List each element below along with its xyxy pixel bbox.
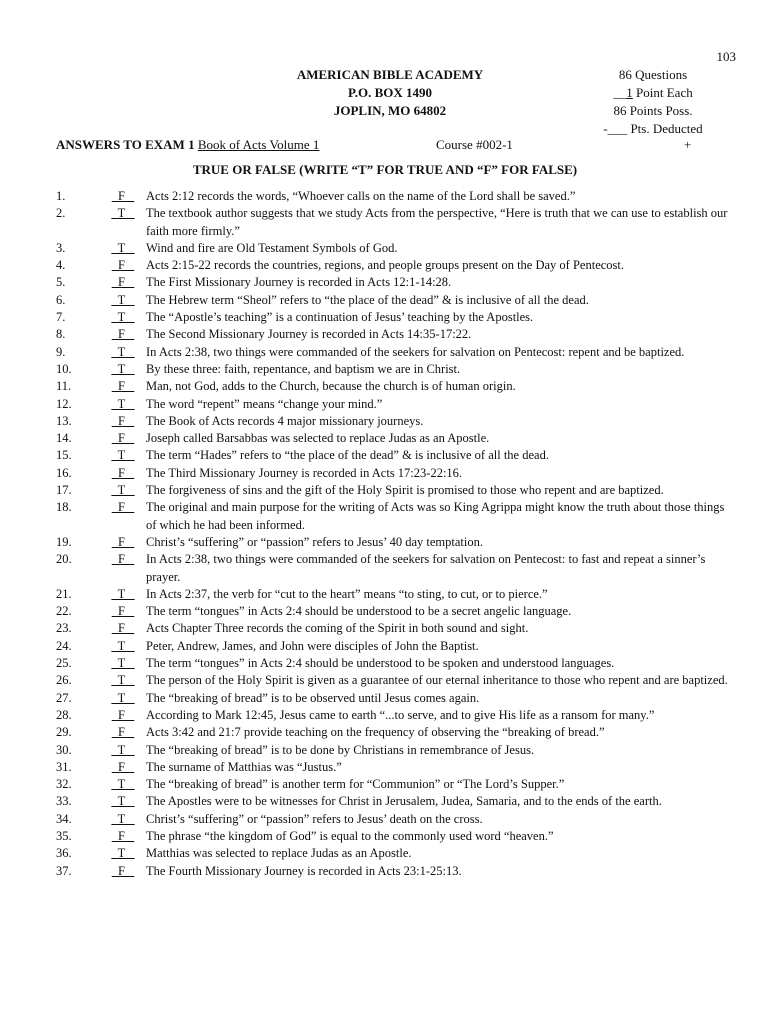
question-text: The Book of Acts records 4 major missionary journeys. <box>146 413 424 428</box>
question-text: By these three: faith, repentance, and baptism we are in Christ. <box>146 361 461 376</box>
question-row <box>56 378 736 395</box>
points-possible: 86 Points Poss. <box>613 103 693 118</box>
answer-blank: T <box>111 586 135 601</box>
question-row <box>56 759 736 776</box>
question-text: The “breaking of bread” is to be observed until Jesus comes again. <box>146 690 480 705</box>
question-row <box>56 551 736 586</box>
answer-blank: F <box>111 707 135 722</box>
question-row <box>56 447 736 464</box>
points-each-label: Point Each <box>632 85 693 100</box>
section-heading: TRUE OR FALSE (WRITE “T” FOR TRUE AND “F” FOR FALSE) <box>192 162 578 177</box>
question-text: Acts 2:12 records the words, “Whoever calls on the name of the Lord shall be saved.” <box>146 189 576 203</box>
question-row <box>56 655 736 672</box>
question-row <box>56 240 736 257</box>
question-number: 14. <box>56 431 72 446</box>
question-text: The First Missionary Journey is recorded in Acts 12:1-14:28. <box>146 275 452 290</box>
answer-blank: T <box>111 638 135 653</box>
question-text: The forgiveness of sins and the gift of the Holy Spirit is promised to those who repent and are baptized. <box>146 483 664 498</box>
question-number: 15. <box>56 448 72 463</box>
answer-blank: F <box>111 828 135 843</box>
question-row <box>56 638 736 655</box>
question-number: 33. <box>56 794 72 809</box>
answer-blank: F <box>111 725 135 740</box>
question-row <box>56 690 736 707</box>
question-row <box>56 326 736 343</box>
score-plus: + <box>684 137 692 152</box>
question-row <box>56 499 736 534</box>
questions-count: 86 Questions <box>618 67 688 82</box>
question-text: The Apostles were to be witnesses for Christ in Jerusalem, Judea, Samaria, and to the ends of the earth. <box>146 794 662 809</box>
question-text: The Second Missionary Journey is recorded in Acts 14:35-17:22. <box>146 327 472 342</box>
page-number: 103 <box>716 49 736 64</box>
answer-blank: T <box>111 240 135 255</box>
answer-blank: T <box>111 483 135 498</box>
question-row <box>56 205 736 240</box>
question-row <box>56 672 736 689</box>
question-text: The term “tongues” in Acts 2:4 should be understood to be spoken and understood languages. <box>146 656 615 671</box>
answer-blank: T <box>111 794 135 809</box>
answer-blank: T <box>111 811 135 826</box>
answer-blank: F <box>111 327 135 342</box>
answer-blank: T <box>111 673 135 688</box>
answer-blank: T <box>111 656 135 671</box>
question-row <box>56 430 736 447</box>
question-text: The original and main purpose for the writing of Acts was so King Agrippa might know the truth about those things of which he had been informed. <box>146 500 725 532</box>
question-text: In Acts 2:38, two things were commanded of the seekers for salvation on Pentecost: repent and be baptized. <box>146 344 685 359</box>
question-number: 8. <box>56 327 66 342</box>
question-number: 32. <box>56 777 72 792</box>
question-number: 9. <box>56 344 66 359</box>
question-number: 22. <box>56 604 72 619</box>
question-row <box>56 534 736 551</box>
question-row <box>56 586 736 603</box>
question-row <box>56 482 736 499</box>
answer-blank: F <box>111 189 135 203</box>
question-row <box>56 793 736 810</box>
answer-blank: T <box>111 742 135 757</box>
answer-blank: F <box>111 500 135 515</box>
answer-blank: T <box>111 344 135 359</box>
question-row <box>56 828 736 845</box>
question-row <box>56 776 736 793</box>
question-number: 27. <box>56 690 72 705</box>
question-number: 31. <box>56 759 72 774</box>
question-row <box>56 811 736 828</box>
question-number: 4. <box>56 258 66 273</box>
exam-label: ANSWERS TO EXAM 1 <box>56 137 195 152</box>
question-text: The phrase “the kingdom of God” is equal to the commonly used word “heaven.” <box>146 828 554 843</box>
exam-line <box>56 136 706 153</box>
answer-blank: F <box>111 379 135 394</box>
question-text: The “Apostle’s teaching” is a continuation of Jesus’ teaching by the Apostles. <box>146 310 534 325</box>
question-row <box>56 603 736 620</box>
question-number: 20. <box>56 552 72 567</box>
points-deducted-label: Pts. Deducted <box>630 121 703 136</box>
course-number: Course #002-1 <box>436 137 513 152</box>
question-text: Joseph called Barsabbas was selected to replace Judas as an Apostle. <box>146 431 490 446</box>
question-number: 6. <box>56 292 66 307</box>
answer-blank: T <box>111 690 135 705</box>
question-text: Peter, Andrew, James, and John were disciples of John the Baptist. <box>146 638 479 653</box>
question-number: 36. <box>56 846 72 861</box>
question-number: 18. <box>56 500 72 515</box>
question-row <box>56 620 736 637</box>
question-row <box>56 707 736 724</box>
points-each-value: 1 <box>626 85 633 100</box>
answer-blank: F <box>111 431 135 446</box>
question-number: 35. <box>56 828 72 843</box>
question-number: 3. <box>56 240 66 255</box>
answer-blank: T <box>111 396 135 411</box>
points-each: __1 Point Each <box>613 85 693 100</box>
answer-blank: F <box>111 863 135 878</box>
question-number: 1. <box>56 189 66 203</box>
question-row <box>56 188 736 205</box>
question-text: Christ’s “suffering” or “passion” refers to Jesus’ death on the cross. <box>146 811 483 826</box>
question-number: 17. <box>56 483 72 498</box>
question-number: 10. <box>56 361 72 376</box>
answer-blank: F <box>111 413 135 428</box>
question-text: The Hebrew term “Sheol” refers to “the place of the dead” & is inclusive of all the dead. <box>146 292 589 307</box>
answer-blank: F <box>111 552 135 567</box>
answer-blank: F <box>111 604 135 619</box>
question-text: The person of the Holy Spirit is given as a guarantee of our eternal inheritance to those who repent and are baptized. <box>146 673 728 688</box>
answer-blank: F <box>111 275 135 290</box>
answer-blank: F <box>111 621 135 636</box>
question-number: 21. <box>56 586 72 601</box>
question-number: 12. <box>56 396 72 411</box>
answer-blank: F <box>111 534 135 549</box>
question-number: 28. <box>56 707 72 722</box>
question-row <box>56 292 736 309</box>
question-row <box>56 724 736 741</box>
question-number: 5. <box>56 275 66 290</box>
question-number: 25. <box>56 656 72 671</box>
question-row <box>56 361 736 378</box>
question-number: 24. <box>56 638 72 653</box>
question-text: The Third Missionary Journey is recorded in Acts 17:23-22:16. <box>146 465 463 480</box>
exam-book: Book of Acts Volume 1 <box>197 137 320 152</box>
academy-po-box: P.O. BOX 1490 <box>347 85 433 100</box>
question-number: 2. <box>56 206 66 221</box>
question-text: The textbook author suggests that we study Acts from the perspective, “Here is truth that we can use to establish our faith more firmly.” <box>146 206 728 238</box>
answer-blank: F <box>111 759 135 774</box>
points-deducted: -___ Pts. Deducted <box>603 121 703 136</box>
question-row <box>56 257 736 274</box>
question-text: Acts 3:42 and 21:7 provide teaching on the frequency of observing the “breaking of bread.” <box>146 725 605 740</box>
question-row <box>56 742 736 759</box>
question-row <box>56 845 736 862</box>
academy-header <box>240 66 540 120</box>
question-text: The surname of Matthias was “Justus.” <box>146 759 342 774</box>
question-text: Acts 2:15-22 records the countries, regions, and people groups present on the Day of Pentecost. <box>146 258 625 273</box>
question-text: The term “tongues” in Acts 2:4 should be understood to be a secret angelic language. <box>146 604 572 619</box>
question-text: In Acts 2:37, the verb for “cut to the heart” means “to sting, to cut, or to pierce.” <box>146 586 548 601</box>
question-number: 29. <box>56 725 72 740</box>
question-number: 34. <box>56 811 72 826</box>
academy-name: AMERICAN BIBLE ACADEMY <box>296 67 484 82</box>
question-row <box>56 309 736 326</box>
question-number: 13. <box>56 413 72 428</box>
answer-blank: F <box>111 258 135 273</box>
question-row <box>56 465 736 482</box>
question-text: Acts Chapter Three records the coming of the Spirit in both sound and sight. <box>146 621 529 636</box>
question-text: The Fourth Missionary Journey is recorded in Acts 23:1-25:13. <box>146 863 462 878</box>
answer-blank: F <box>111 465 135 480</box>
question-text: Matthias was selected to replace Judas as an Apostle. <box>146 846 412 861</box>
answer-blank: T <box>111 292 135 307</box>
question-number: 16. <box>56 465 72 480</box>
answer-blank: T <box>111 777 135 792</box>
questions-list <box>56 188 736 880</box>
question-text: Man, not God, adds to the Church, because the church is of human origin. <box>146 379 516 394</box>
question-number: 7. <box>56 310 66 325</box>
question-row <box>56 413 736 430</box>
question-number: 19. <box>56 534 72 549</box>
answer-blank: T <box>111 310 135 325</box>
academy-city: JOPLIN, MO 64802 <box>333 103 447 118</box>
question-text: According to Mark 12:45, Jesus came to earth “...to serve, and to give His life as a ransom for many.” <box>146 707 655 722</box>
question-text: The word “repent” means “change your mind.” <box>146 396 383 411</box>
question-text: Wind and fire are Old Testament Symbols of God. <box>146 240 398 255</box>
question-text: The term “Hades” refers to “the place of the dead” & is inclusive of all the dead. <box>146 448 549 463</box>
question-text: In Acts 2:38, two things were commanded of the seekers for salvation on Pentecost: to fast and repeat a sinner’s prayer. <box>146 552 706 584</box>
answer-blank: T <box>111 846 135 861</box>
question-number: 30. <box>56 742 72 757</box>
question-row <box>56 863 736 880</box>
question-number: 11. <box>56 379 72 394</box>
question-row <box>56 396 736 413</box>
question-text: The “breaking of bread” is to be done by Christians in remembrance of Jesus. <box>146 742 535 757</box>
answer-blank: T <box>111 206 135 221</box>
answer-blank: T <box>111 361 135 376</box>
score-box <box>588 66 718 138</box>
question-number: 37. <box>56 863 72 878</box>
question-text: The “breaking of bread” is another term for “Communion” or “The Lord’s Supper.” <box>146 777 565 792</box>
question-number: 26. <box>56 673 72 688</box>
question-row <box>56 344 736 361</box>
answer-blank: T <box>111 448 135 463</box>
question-text: Christ’s “suffering” or “passion” refers to Jesus’ 40 day temptation. <box>146 534 483 549</box>
question-row <box>56 274 736 291</box>
question-number: 23. <box>56 621 72 636</box>
